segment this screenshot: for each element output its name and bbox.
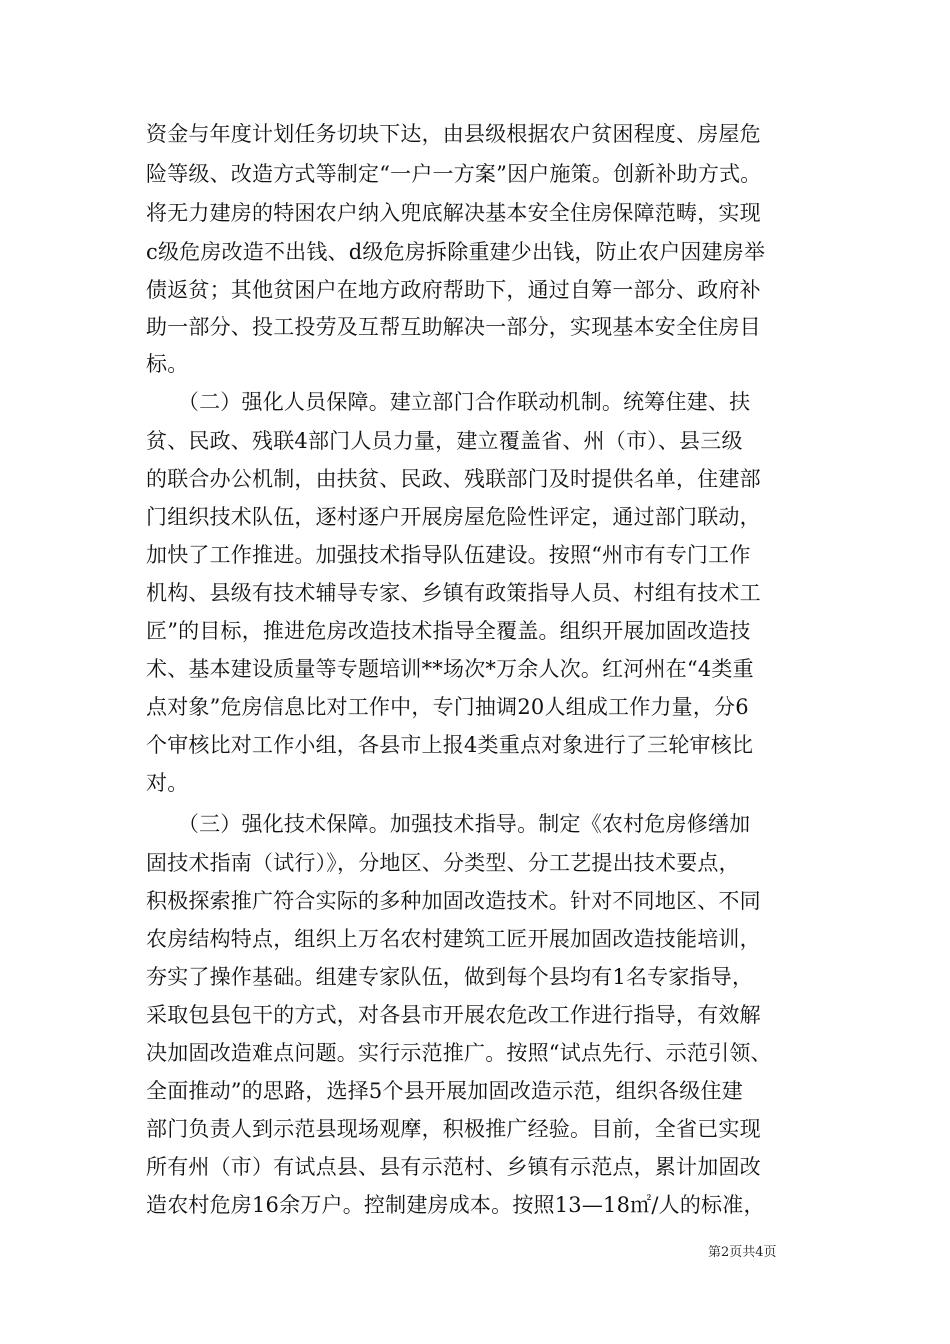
- body-text-line: 匠”的目标，推进危房改造技术指导全覆盖。组织开展加固改造技: [146, 619, 751, 643]
- page-number-footer: 第2页共4页: [708, 1245, 777, 1260]
- body-text-line: 门组织技术队伍，逐村逐户开展房屋危险性评定，通过部门联动，: [146, 505, 761, 529]
- body-text-line: 加快了工作推进。加强技术指导队伍建设。按照“州市有专门工作: [146, 543, 751, 567]
- body-text-line: 部门负责人到示范县现场观摩，积极推广经验。目前，全省已实现: [146, 1117, 761, 1141]
- body-text-line: 的联合办公机制，由扶贫、民政、残联部门及时提供名单，住建部: [146, 467, 761, 491]
- section-paragraph-start: （二）强化人员保障。建立部门合作联动机制。统筹住建、扶: [146, 390, 751, 414]
- body-text-line: 债返贫；其他贫困户在地方政府帮助下，通过自筹一部分、政府补: [146, 278, 761, 302]
- body-text-line: 采取包县包干的方式，对各县市开展农危改工作进行指导，有效解: [146, 1003, 761, 1027]
- body-text-line: 固技术指南（试行）》，分地区、分类型、分工艺提出技术要点，: [146, 851, 740, 875]
- body-text-line: 所有州（市）有试点县、县有示范村、乡镇有示范点，累计加固改: [146, 1155, 761, 1179]
- body-text-line: 积极探索推广符合实际的多种加固改造技术。针对不同地区、不同: [146, 889, 761, 913]
- body-text-line: 术、基本建设质量等专题培训**场次*万余人次。红河州在“4类重: [146, 657, 754, 681]
- body-text-line: 贫、民政、残联4部门人员力量，建立覆盖省、州（市）、县三级: [146, 429, 743, 453]
- body-text-line: 助一部分、投工投劳及互帮互助解决一部分，实现基本安全住房目: [146, 315, 761, 339]
- body-text-line: c级危房改造不出钱、d级危房拆除重建少出钱，防止农户因建房举: [146, 240, 766, 264]
- body-text-line: 夯实了操作基础。组建专家队伍，做到每个县均有1名专家指导，: [146, 965, 754, 989]
- body-text-line: 造农村危房16余万户。控制建房成本。按照13—18㎡/人的标准，: [146, 1193, 765, 1217]
- section-paragraph-start: （三）强化技术保障。加强技术指导。制定《农村危房修缮加: [146, 812, 751, 836]
- body-text-line: 对。: [146, 771, 189, 795]
- body-text-line: 将无力建房的特困农户纳入兜底解决基本安全住房保障范畴，实现: [146, 201, 761, 225]
- body-text-line: 全面推动”的思路，选择5个县开展加固改造示范，组织各级住建: [146, 1079, 743, 1103]
- body-text-line: 机构、县级有技术辅导专家、乡镇有政策指导人员、村组有技术工: [146, 581, 761, 605]
- body-text-line: 点对象”危房信息比对工作中，专门抽调20人组成工作力量，分6: [146, 695, 749, 719]
- body-text-line: 个审核比对工作小组，各县市上报4类重点对象进行了三轮审核比: [146, 733, 754, 757]
- body-text-line: 标。: [146, 352, 189, 376]
- body-text-line: 资金与年度计划任务切块下达，由县级根据农户贫困程度、房屋危: [146, 122, 761, 146]
- body-text-line: 农房结构特点，组织上万名农村建筑工匠开展加固改造技能培训，: [146, 927, 761, 951]
- body-text-line: 决加固改造难点问题。实行示范推广。按照“试点先行、示范引领、: [146, 1041, 772, 1065]
- body-text-line: 险等级、改造方式等制定“一户一方案”因户施策。创新补助方式。: [146, 162, 762, 186]
